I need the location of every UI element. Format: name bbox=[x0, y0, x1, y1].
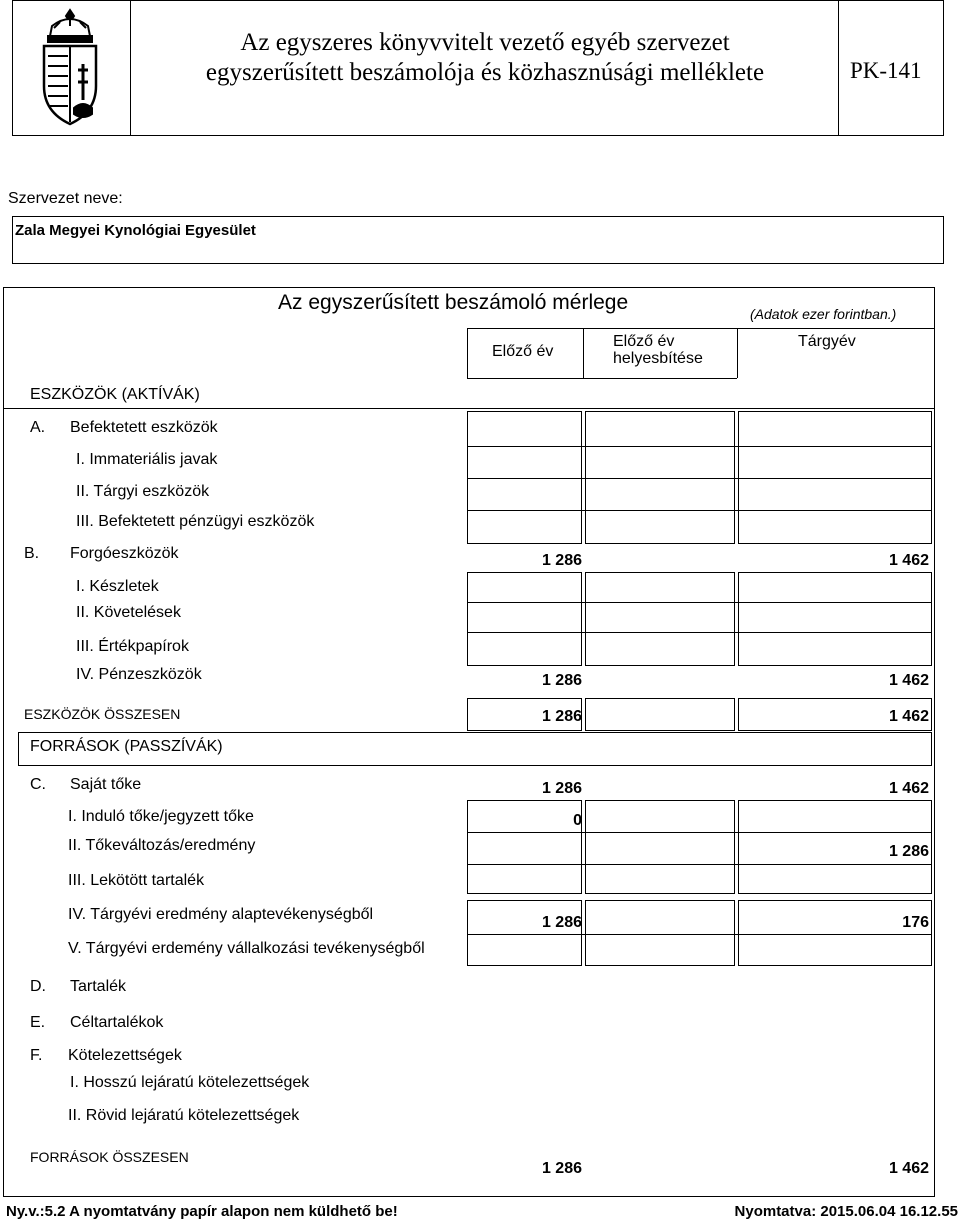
row-b-label: Forgóeszközök bbox=[70, 545, 179, 562]
row-b-prev: 1 286 bbox=[541, 552, 582, 569]
row-d-label: Tartalék bbox=[70, 978, 127, 995]
row-b4-label: IV. Pénzeszközök bbox=[76, 666, 202, 683]
row-b1-label: I. Készletek bbox=[76, 578, 159, 595]
liab-total-curr: 1 462 bbox=[888, 1160, 929, 1177]
row-c-curr: 1 462 bbox=[888, 780, 929, 797]
form-title-line1: Az egyszeres könyvvitelt vezető egyéb szervezet bbox=[240, 29, 730, 56]
org-name-label: Szervezet neve: bbox=[8, 190, 123, 207]
footer-left: Ny.v.:5.2 A nyomtatvány papír alapon nem küldhető be! bbox=[6, 1203, 398, 1220]
a-row-line-3 bbox=[467, 510, 932, 511]
row-e-label: Céltartalékok bbox=[70, 1014, 164, 1031]
b-grid-corr bbox=[585, 572, 735, 666]
row-b-curr: 1 462 bbox=[888, 552, 929, 569]
row-a-label: Befektetett eszközök bbox=[70, 419, 218, 436]
row-c4-prev: 1 286 bbox=[541, 914, 582, 931]
c-grid-corr bbox=[585, 800, 735, 894]
row-c1-label: I. Induló tőke/jegyzett tőke bbox=[68, 808, 254, 825]
form-title-line2: egyszerűsített beszámolója és közhasznúsági melléklete bbox=[205, 59, 765, 86]
row-b3-label: III. Értékpapírok bbox=[76, 638, 189, 655]
col-header-prev: Előző év bbox=[492, 343, 554, 360]
row-b2-label: II. Követelések bbox=[76, 604, 181, 621]
c4-grid-prev bbox=[467, 900, 582, 966]
header-top-line bbox=[467, 328, 934, 329]
c-row-line-1 bbox=[467, 832, 932, 833]
org-name-value: Zala Megyei Kynológiai Egyesület bbox=[15, 222, 256, 239]
row-c4-curr: 176 bbox=[902, 914, 929, 931]
b-row-line-1 bbox=[467, 602, 932, 603]
c-grid-prev bbox=[467, 800, 582, 894]
row-c1-prev: 0 bbox=[573, 812, 582, 829]
assets-header: ESZKÖZÖK (AKTÍVÁK) bbox=[30, 386, 200, 403]
unit-note: (Adatok ezer forintban.) bbox=[750, 306, 897, 322]
row-b-letter: B. bbox=[24, 545, 40, 562]
assets-total-curr: 1 462 bbox=[888, 708, 929, 725]
b-grid-prev bbox=[467, 572, 582, 666]
c4-row-line bbox=[467, 934, 932, 935]
col-divider-2 bbox=[583, 328, 584, 378]
assets-total-prev: 1 286 bbox=[541, 708, 582, 725]
footer-right: Nyomtatva: 2015.06.04 16.12.55 bbox=[734, 1203, 958, 1220]
form-title bbox=[135, 28, 835, 88]
col-divider-1 bbox=[467, 328, 468, 378]
org-name-field bbox=[12, 216, 944, 264]
row-f1-label: I. Hosszú lejáratú kötelezettségek bbox=[70, 1074, 310, 1091]
row-c-prev: 1 286 bbox=[541, 780, 582, 797]
row-d-letter: D. bbox=[30, 978, 46, 995]
coat-of-arms-logo bbox=[30, 4, 110, 128]
row-a-letter: A. bbox=[30, 419, 46, 436]
row-b4-prev: 1 286 bbox=[541, 672, 582, 689]
row-c4-label: IV. Tárgyévi eredmény alaptevékenységből bbox=[68, 906, 374, 923]
c-row-line-2 bbox=[467, 864, 932, 865]
row-f-label: Kötelezettségek bbox=[68, 1047, 182, 1064]
row-f-letter: F. bbox=[30, 1047, 43, 1064]
a-row-line-1 bbox=[467, 446, 932, 447]
row-b4-curr: 1 462 bbox=[888, 672, 929, 689]
row-a3-label: III. Befektetett pénzügyi eszközök bbox=[76, 513, 315, 530]
row-c-letter: C. bbox=[30, 776, 46, 793]
row-c5-label: V. Tárgyévi erdemény vállalkozási tevékenységből bbox=[68, 940, 425, 957]
a-row-line-2 bbox=[467, 478, 932, 479]
c4-grid-curr bbox=[738, 900, 932, 966]
row-a1-label: I. Immateriális javak bbox=[76, 451, 218, 468]
row-c2-label: II. Tőkeváltozás/eredmény bbox=[68, 837, 256, 854]
b-grid-curr bbox=[738, 572, 932, 666]
c4-grid-corr bbox=[585, 900, 735, 966]
row-c3-label: III. Lekötött tartalék bbox=[68, 872, 205, 889]
col-header-current: Tárgyév bbox=[798, 333, 856, 350]
row-f2-label: II. Rövid lejáratú kötelezettségek bbox=[68, 1107, 300, 1124]
col-divider-3 bbox=[737, 328, 738, 378]
col-header-prev-corr-2: helyesbítése bbox=[613, 350, 703, 367]
header-divider-left bbox=[130, 0, 131, 136]
col-header-prev-corr-1: Előző év bbox=[613, 333, 675, 350]
form-code: PK-141 bbox=[850, 58, 922, 83]
b-row-line-2 bbox=[467, 632, 932, 633]
liab-header: FORRÁSOK (PASSZÍVÁK) bbox=[30, 738, 223, 755]
balance-title: Az egyszerűsített beszámoló mérlege bbox=[278, 291, 629, 314]
assets-total-corr-cell bbox=[585, 698, 735, 731]
row-e-letter: E. bbox=[30, 1014, 46, 1031]
header-bottom-line bbox=[467, 378, 737, 379]
liab-total-prev: 1 286 bbox=[541, 1160, 582, 1177]
assets-header-line bbox=[3, 408, 935, 409]
row-a2-label: II. Tárgyi eszközök bbox=[76, 483, 210, 500]
row-c2-curr: 1 286 bbox=[888, 843, 929, 860]
row-c-label: Saját tőke bbox=[70, 776, 142, 793]
assets-total-label: ESZKÖZÖK ÖSSZESEN bbox=[24, 706, 181, 722]
header-divider-right bbox=[838, 0, 839, 136]
liab-total-label: FORRÁSOK ÖSSZESEN bbox=[30, 1149, 189, 1165]
